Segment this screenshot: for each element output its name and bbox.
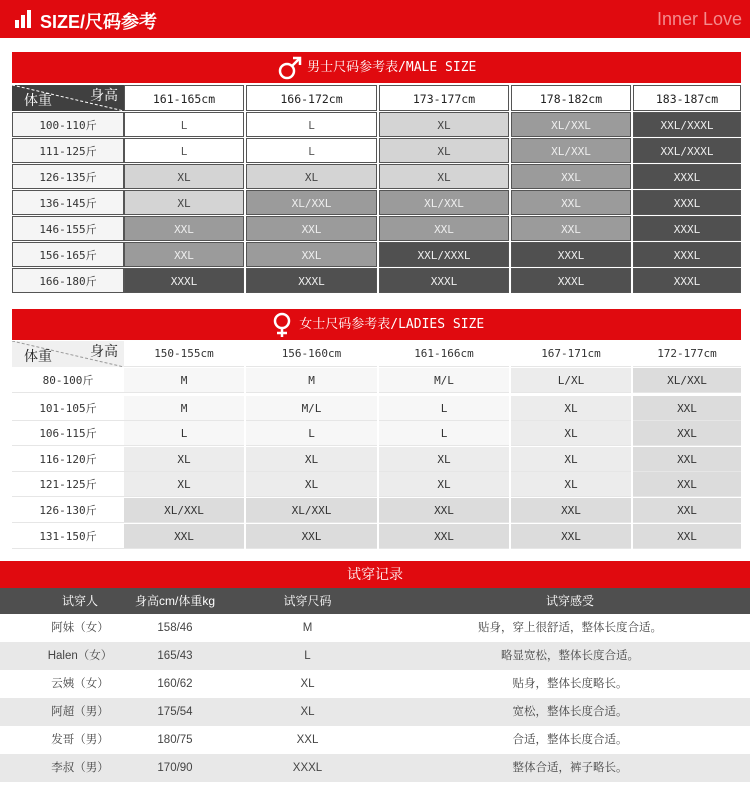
female-size-banner bbox=[12, 309, 741, 340]
page-title: SIZE/尺码参考 bbox=[40, 12, 158, 32]
record-cell: Halen（女） bbox=[47, 650, 113, 662]
female-size-cell: M bbox=[124, 396, 244, 421]
male-size-cell: XXL/XXXL bbox=[633, 112, 741, 137]
record-cell: 整体合适，裤子略长。 bbox=[512, 762, 628, 774]
female-size-cell: M/L bbox=[246, 396, 377, 421]
female-size-banner-text: 女士尺码参考表/LADIES SIZE bbox=[299, 317, 485, 332]
male-size-cell: XL bbox=[379, 112, 509, 137]
female-weight-label: 80-100斤 bbox=[12, 368, 124, 393]
female-size-cell: XXL bbox=[633, 447, 741, 472]
female-size-cell: XXL bbox=[124, 524, 244, 549]
male-size-cell: XXXL bbox=[633, 190, 741, 215]
male-size-cell: XXL bbox=[124, 242, 244, 267]
female-size-cell: XL/XXL bbox=[246, 498, 377, 523]
male-size-banner bbox=[12, 52, 741, 83]
record-cell: XXL bbox=[296, 734, 319, 746]
male-height-header: 173-177cm bbox=[379, 85, 509, 111]
male-size-cell: XXXL bbox=[124, 268, 244, 293]
male-size-row bbox=[12, 164, 741, 189]
male-size-cell: XXXL bbox=[633, 164, 741, 189]
female-size-cell: XL bbox=[511, 447, 631, 472]
record-row bbox=[0, 670, 750, 698]
record-cell: 170/90 bbox=[157, 762, 193, 774]
female-size-cell: L bbox=[379, 421, 509, 446]
female-size-cell: L bbox=[246, 421, 377, 446]
male-corner-height-label: 身高 bbox=[90, 88, 118, 104]
bar-chart-icon bbox=[15, 10, 37, 28]
male-size-cell: XXXL bbox=[379, 268, 509, 293]
female-size-row bbox=[12, 447, 741, 472]
record-row bbox=[0, 614, 750, 642]
female-size-cell: M bbox=[124, 368, 244, 393]
top-header-bar bbox=[0, 0, 750, 38]
female-weight-label: 116-120斤 bbox=[12, 447, 124, 472]
record-cell: 165/43 bbox=[157, 650, 193, 662]
female-size-cell: XL bbox=[124, 447, 244, 472]
female-weight-label: 101-105斤 bbox=[12, 396, 124, 421]
male-weight-label: 111-125斤 bbox=[12, 138, 124, 163]
record-cell: 阿妹（女） bbox=[51, 622, 109, 634]
record-cell: 云姨（女） bbox=[51, 678, 109, 690]
record-cell: 贴身，整体长度略长。 bbox=[512, 678, 628, 690]
female-height-header: 150-155cm bbox=[124, 341, 244, 367]
male-height-header: 161-165cm bbox=[124, 85, 244, 111]
female-size-cell: XL bbox=[246, 447, 377, 472]
male-size-cell: L bbox=[246, 138, 377, 163]
female-symbol-icon bbox=[269, 312, 295, 338]
male-size-cell: XXL bbox=[511, 190, 631, 215]
male-weight-label: 100-110斤 bbox=[12, 112, 124, 137]
male-size-row bbox=[12, 112, 741, 137]
male-weight-label: 136-145斤 bbox=[12, 190, 124, 215]
record-cell: 160/62 bbox=[157, 678, 193, 690]
female-size-cell: XXL bbox=[633, 498, 741, 523]
record-cell: 阿超（男） bbox=[51, 706, 109, 718]
female-size-row bbox=[12, 524, 741, 549]
male-size-cell: XL bbox=[379, 138, 509, 163]
record-cell: L bbox=[304, 650, 311, 662]
record-cell: 略显宽松，整体长度合适。 bbox=[501, 650, 639, 662]
female-size-cell: XXL bbox=[379, 524, 509, 549]
male-weight-label: 166-180斤 bbox=[12, 268, 124, 293]
male-weight-label: 146-155斤 bbox=[12, 216, 124, 241]
male-size-cell: L bbox=[124, 138, 244, 163]
record-cell: XL bbox=[300, 706, 315, 718]
record-column-header: 身高cm/体重kg bbox=[134, 594, 215, 608]
record-column-header: 试穿感受 bbox=[545, 594, 594, 608]
brand-name: Inner Love bbox=[656, 9, 742, 29]
male-size-row bbox=[12, 242, 741, 267]
female-size-cell: XL bbox=[511, 421, 631, 446]
female-size-row bbox=[12, 396, 741, 421]
female-weight-label: 131-150斤 bbox=[12, 524, 124, 549]
female-size-row bbox=[12, 472, 741, 497]
male-size-cell: XL bbox=[124, 164, 244, 189]
male-height-header: 178-182cm bbox=[511, 85, 631, 111]
record-column-header: 试穿人 bbox=[61, 594, 98, 608]
record-row bbox=[0, 726, 750, 754]
male-size-row bbox=[12, 268, 741, 293]
try-on-record-header bbox=[0, 588, 750, 614]
male-size-cell: XXL bbox=[511, 216, 631, 241]
female-height-header: 161-166cm bbox=[379, 341, 509, 367]
male-height-header: 183-187cm bbox=[633, 85, 741, 111]
female-size-cell: XXL bbox=[633, 396, 741, 421]
female-size-row bbox=[12, 421, 741, 446]
male-size-cell: XXXL bbox=[511, 268, 631, 293]
female-size-cell: XL bbox=[511, 396, 631, 421]
female-size-cell: XXL bbox=[633, 524, 741, 549]
male-size-cell: XXL bbox=[124, 216, 244, 241]
male-size-cell: XXXL bbox=[246, 268, 377, 293]
female-size-cell: XL bbox=[124, 472, 244, 497]
male-size-row bbox=[12, 138, 741, 163]
male-size-cell: XXXL bbox=[511, 242, 631, 267]
record-cell: XXXL bbox=[292, 762, 323, 774]
male-size-cell: XXL/XXXL bbox=[379, 242, 509, 267]
female-header-row bbox=[12, 341, 741, 367]
female-size-cell: L bbox=[379, 396, 509, 421]
record-cell: 175/54 bbox=[157, 706, 193, 718]
female-weight-label: 106-115斤 bbox=[12, 421, 124, 446]
male-size-cell: XL bbox=[124, 190, 244, 215]
female-size-cell: XXL bbox=[379, 498, 509, 523]
male-size-cell: XXL/XXXL bbox=[633, 138, 741, 163]
male-symbol-icon bbox=[277, 55, 303, 81]
record-row bbox=[0, 754, 750, 782]
female-size-cell: XXL bbox=[511, 524, 631, 549]
female-size-cell: XL bbox=[511, 472, 631, 497]
female-size-cell: XXL bbox=[511, 498, 631, 523]
female-size-cell: M bbox=[246, 368, 377, 393]
female-size-cell: M/L bbox=[379, 368, 509, 393]
record-cell: 贴身，穿上很舒适，整体长度合适。 bbox=[478, 622, 662, 634]
male-size-cell: XXL bbox=[246, 242, 377, 267]
male-size-cell: XL/XXL bbox=[511, 112, 631, 137]
record-cell: 宽松，整体长度合适。 bbox=[512, 706, 628, 718]
try-on-record-title: 试穿记录 bbox=[0, 561, 750, 588]
male-size-banner-text: 男士尺码参考表/MALE SIZE bbox=[307, 60, 477, 75]
record-column-header: 试穿尺码 bbox=[283, 594, 332, 608]
male-size-cell: XL/XXL bbox=[246, 190, 377, 215]
record-row bbox=[0, 698, 750, 726]
female-corner-weight-label: 体重 bbox=[24, 349, 52, 365]
male-size-cell: XXL bbox=[379, 216, 509, 241]
male-size-cell: XL bbox=[246, 164, 377, 189]
record-cell: 180/75 bbox=[157, 734, 193, 746]
female-height-header: 167-171cm bbox=[511, 341, 631, 367]
male-weight-label: 156-165斤 bbox=[12, 242, 124, 267]
male-height-header: 166-172cm bbox=[246, 85, 377, 111]
record-cell: M bbox=[302, 622, 313, 634]
female-corner-height-label: 身高 bbox=[90, 344, 118, 360]
female-height-header: 156-160cm bbox=[246, 341, 377, 367]
record-cell: 合适，整体长度合适。 bbox=[512, 734, 628, 746]
record-cell: 158/46 bbox=[157, 622, 193, 634]
female-corner-cell bbox=[12, 341, 124, 367]
male-size-cell: XXL bbox=[246, 216, 377, 241]
female-size-cell: L bbox=[124, 421, 244, 446]
male-size-cell: XL bbox=[379, 164, 509, 189]
male-size-cell: XL/XXL bbox=[511, 138, 631, 163]
female-size-cell: XXL bbox=[633, 472, 741, 497]
male-size-cell: XXXL bbox=[633, 242, 741, 267]
male-size-cell: XXXL bbox=[633, 268, 741, 293]
female-size-cell: XL bbox=[379, 447, 509, 472]
male-size-row bbox=[12, 190, 741, 215]
male-size-cell: XXXL bbox=[633, 216, 741, 241]
male-header-row bbox=[12, 85, 741, 111]
female-weight-label: 126-130斤 bbox=[12, 498, 124, 523]
record-cell: XL bbox=[300, 678, 315, 690]
record-row bbox=[0, 642, 750, 670]
male-corner-weight-label: 体重 bbox=[24, 93, 52, 109]
female-size-row bbox=[12, 368, 741, 393]
female-size-cell: L/XL bbox=[511, 368, 631, 393]
female-weight-label: 121-125斤 bbox=[12, 472, 124, 497]
male-corner-cell bbox=[12, 85, 124, 111]
male-size-cell: XL/XXL bbox=[379, 190, 509, 215]
female-height-header: 172-177cm bbox=[633, 341, 741, 367]
male-size-cell: XXL bbox=[511, 164, 631, 189]
female-size-cell: XXL bbox=[246, 524, 377, 549]
female-size-cell: XL/XXL bbox=[633, 368, 741, 393]
female-size-cell: XL bbox=[246, 472, 377, 497]
female-size-row bbox=[12, 498, 741, 523]
female-size-cell: XL/XXL bbox=[124, 498, 244, 523]
male-weight-label: 126-135斤 bbox=[12, 164, 124, 189]
record-cell: 发哥（男） bbox=[51, 734, 109, 746]
male-size-cell: L bbox=[124, 112, 244, 137]
female-size-cell: XL bbox=[379, 472, 509, 497]
male-size-cell: L bbox=[246, 112, 377, 137]
female-size-cell: XXL bbox=[633, 421, 741, 446]
male-size-row bbox=[12, 216, 741, 241]
record-cell: 李叔（男） bbox=[51, 762, 109, 774]
